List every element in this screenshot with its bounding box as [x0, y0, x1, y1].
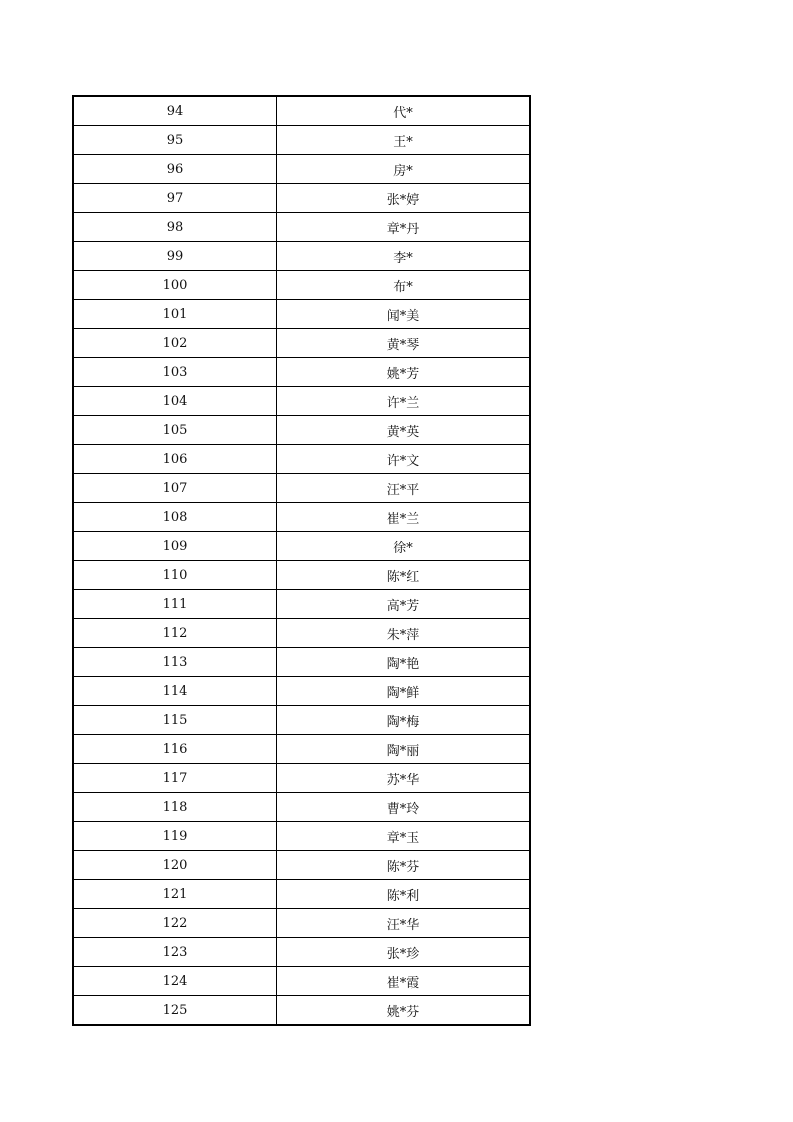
name-cell: 许*兰	[277, 387, 531, 416]
name-cell: 姚*芬	[277, 996, 531, 1026]
name-cell: 陈*利	[277, 880, 531, 909]
row-number-cell: 94	[73, 96, 277, 126]
row-number-cell: 111	[73, 590, 277, 619]
table-row	[73, 184, 530, 213]
table-row	[73, 764, 530, 793]
name-cell: 崔*霞	[277, 967, 531, 996]
name-cell: 苏*华	[277, 764, 531, 793]
table-row	[73, 822, 530, 851]
name-cell: 王*	[277, 126, 531, 155]
table-row	[73, 851, 530, 880]
table-row	[73, 706, 530, 735]
name-cell: 布*	[277, 271, 531, 300]
name-cell: 徐*	[277, 532, 531, 561]
name-cell: 黄*英	[277, 416, 531, 445]
row-number-cell: 100	[73, 271, 277, 300]
table-row	[73, 213, 530, 242]
row-number-cell: 95	[73, 126, 277, 155]
table-row	[73, 474, 530, 503]
roster-table	[72, 95, 531, 1026]
table-row	[73, 503, 530, 532]
row-number-cell: 104	[73, 387, 277, 416]
name-cell: 陈*红	[277, 561, 531, 590]
table-row	[73, 532, 530, 561]
row-number-cell: 99	[73, 242, 277, 271]
row-number-cell: 114	[73, 677, 277, 706]
table-row	[73, 271, 530, 300]
table-row	[73, 155, 530, 184]
row-number-cell: 109	[73, 532, 277, 561]
row-number-cell: 107	[73, 474, 277, 503]
name-cell: 高*芳	[277, 590, 531, 619]
name-cell: 曹*玲	[277, 793, 531, 822]
name-cell: 闻*美	[277, 300, 531, 329]
name-cell: 汪*平	[277, 474, 531, 503]
table-row	[73, 561, 530, 590]
row-number-cell: 122	[73, 909, 277, 938]
table-row	[73, 590, 530, 619]
row-number-cell: 105	[73, 416, 277, 445]
name-cell: 陶*丽	[277, 735, 531, 764]
table-row	[73, 909, 530, 938]
table-row	[73, 967, 530, 996]
table-row	[73, 416, 530, 445]
table-row	[73, 300, 530, 329]
row-number-cell: 112	[73, 619, 277, 648]
table-row	[73, 648, 530, 677]
name-cell: 陶*鲜	[277, 677, 531, 706]
row-number-cell: 98	[73, 213, 277, 242]
roster-table-body	[73, 96, 530, 1025]
row-number-cell: 108	[73, 503, 277, 532]
table-row	[73, 938, 530, 967]
table-row	[73, 242, 530, 271]
table-row	[73, 880, 530, 909]
row-number-cell: 124	[73, 967, 277, 996]
name-cell: 张*婷	[277, 184, 531, 213]
row-number-cell: 102	[73, 329, 277, 358]
name-cell: 章*丹	[277, 213, 531, 242]
row-number-cell: 119	[73, 822, 277, 851]
row-number-cell: 123	[73, 938, 277, 967]
name-cell: 黄*琴	[277, 329, 531, 358]
row-number-cell: 117	[73, 764, 277, 793]
table-row	[73, 996, 530, 1026]
table-row	[73, 793, 530, 822]
table-row	[73, 387, 530, 416]
name-cell: 张*珍	[277, 938, 531, 967]
name-cell: 陶*梅	[277, 706, 531, 735]
row-number-cell: 96	[73, 155, 277, 184]
row-number-cell: 113	[73, 648, 277, 677]
name-cell: 朱*萍	[277, 619, 531, 648]
table-row	[73, 358, 530, 387]
table-row	[73, 445, 530, 474]
table-row	[73, 735, 530, 764]
name-cell: 房*	[277, 155, 531, 184]
name-cell: 章*玉	[277, 822, 531, 851]
table-row	[73, 329, 530, 358]
table-row	[73, 126, 530, 155]
name-cell: 代*	[277, 96, 531, 126]
name-cell: 许*文	[277, 445, 531, 474]
name-cell: 李*	[277, 242, 531, 271]
table-row	[73, 677, 530, 706]
row-number-cell: 121	[73, 880, 277, 909]
table-row	[73, 619, 530, 648]
row-number-cell: 115	[73, 706, 277, 735]
row-number-cell: 97	[73, 184, 277, 213]
row-number-cell: 103	[73, 358, 277, 387]
row-number-cell: 125	[73, 996, 277, 1026]
row-number-cell: 101	[73, 300, 277, 329]
name-cell: 崔*兰	[277, 503, 531, 532]
row-number-cell: 106	[73, 445, 277, 474]
table-row	[73, 96, 530, 126]
row-number-cell: 120	[73, 851, 277, 880]
name-cell: 陶*艳	[277, 648, 531, 677]
name-cell: 姚*芳	[277, 358, 531, 387]
row-number-cell: 118	[73, 793, 277, 822]
row-number-cell: 116	[73, 735, 277, 764]
name-cell: 陈*芬	[277, 851, 531, 880]
name-cell: 汪*华	[277, 909, 531, 938]
row-number-cell: 110	[73, 561, 277, 590]
